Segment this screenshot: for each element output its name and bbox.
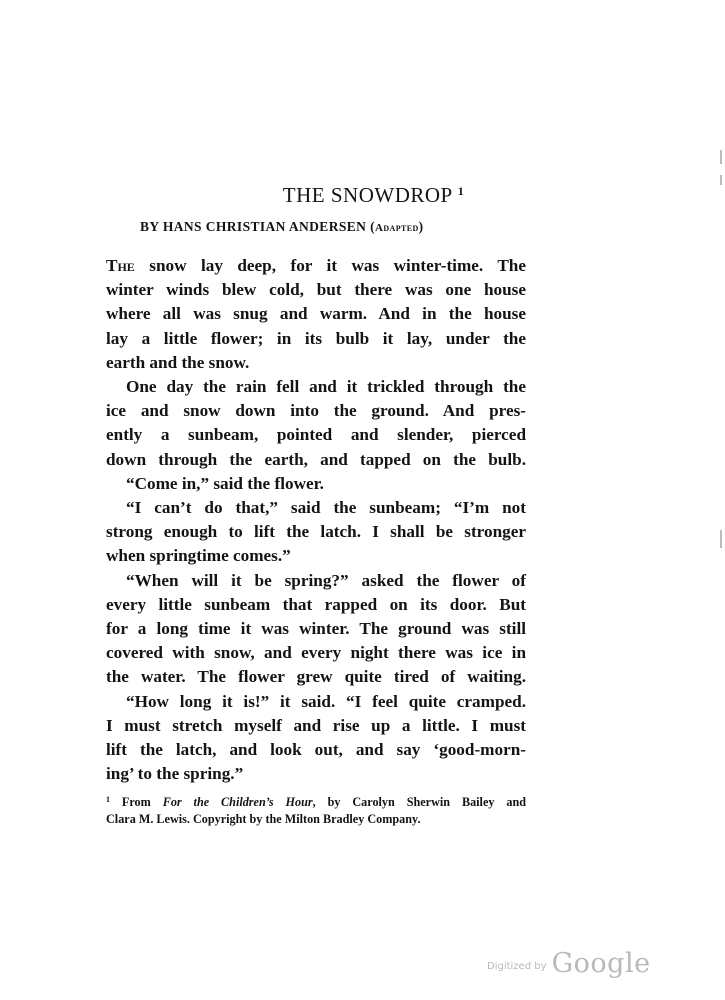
scan-edge-mark bbox=[720, 150, 722, 164]
footnote-source-title: For the Children’s Hour bbox=[162, 795, 313, 809]
scan-edge-mark bbox=[720, 175, 722, 185]
footnote-text: From bbox=[110, 795, 163, 809]
title-footnote-ref: 1 bbox=[457, 184, 465, 198]
scan-edge-mark bbox=[720, 530, 722, 548]
text-line: where all was snug and warm. And in the house bbox=[106, 304, 526, 324]
text-line: for a long time it was winter. The ground was still bbox=[106, 619, 526, 639]
text-line: earth and the snow. bbox=[106, 352, 250, 372]
text-line: “I can’t do that,” said the sunbeam; “I’m not bbox=[126, 498, 526, 518]
text-line: ing’ to the spring.” bbox=[106, 764, 244, 784]
text-line: ice and snow down into the ground. And pres- bbox=[106, 401, 526, 421]
drop-word: The bbox=[106, 256, 135, 275]
paragraph-3 bbox=[106, 472, 526, 496]
text-line: the water. The flower grew quite tired of waiting. bbox=[106, 667, 526, 687]
byline-adapted: Adapted bbox=[375, 222, 419, 234]
text-line: strong enough to lift the latch. I shall be stronger bbox=[106, 522, 526, 542]
text-line: winter winds blew cold, but there was one house bbox=[106, 280, 526, 300]
paragraph-5 bbox=[106, 569, 526, 690]
google-logo: Google bbox=[551, 948, 651, 979]
story-body bbox=[106, 254, 526, 786]
footnote bbox=[106, 791, 526, 828]
page-title bbox=[0, 183, 725, 208]
footnote-line: Clara M. Lewis. Copyright by the Milton Bradley Company. bbox=[106, 812, 421, 826]
paragraph-2 bbox=[106, 375, 526, 472]
text-line bbox=[106, 254, 526, 278]
text-line: “Come in,” said the flower. bbox=[126, 473, 324, 493]
text-line: when springtime comes.” bbox=[106, 546, 291, 566]
footnote-marker: 1 bbox=[106, 795, 110, 804]
byline-prefix: BY HANS CHRISTIAN ANDERSEN ( bbox=[140, 219, 375, 234]
text-line: lay a little flower; in its bulb it lay, under the bbox=[106, 328, 526, 348]
footnote-text: , by Carolyn Sherwin Bailey and bbox=[312, 795, 526, 809]
text-line: “When will it be spring?” asked the flower of bbox=[126, 570, 526, 590]
text-line: One day the rain fell and it trickled through the bbox=[126, 377, 526, 397]
byline-suffix: ) bbox=[418, 219, 424, 234]
text-line: “How long it is!” it said. “I feel quite cramped. bbox=[126, 691, 526, 711]
text-line-content: snow lay deep, for it was winter-time. The bbox=[134, 256, 526, 275]
text-line: covered with snow, and every night there was ice in bbox=[106, 643, 526, 663]
paragraph-1 bbox=[106, 254, 526, 375]
text-line: ently a sunbeam, pointed and slender, pierced bbox=[106, 425, 526, 445]
watermark-prefix: Digitized by bbox=[487, 961, 547, 972]
paragraph-6 bbox=[106, 690, 526, 787]
digitized-watermark bbox=[487, 948, 651, 979]
paragraph-4 bbox=[106, 496, 526, 569]
byline bbox=[140, 219, 424, 235]
text-line: lift the latch, and look out, and say ‘good-morn- bbox=[106, 740, 526, 760]
text-line: I must stretch myself and rise up a little. I must bbox=[106, 715, 526, 735]
text-line: every little sunbeam that rapped on its door. But bbox=[106, 594, 526, 614]
text-line: down through the earth, and tapped on the bulb. bbox=[106, 449, 526, 469]
footnote-line bbox=[106, 791, 526, 811]
title-text: THE SNOWDROP bbox=[282, 183, 452, 207]
